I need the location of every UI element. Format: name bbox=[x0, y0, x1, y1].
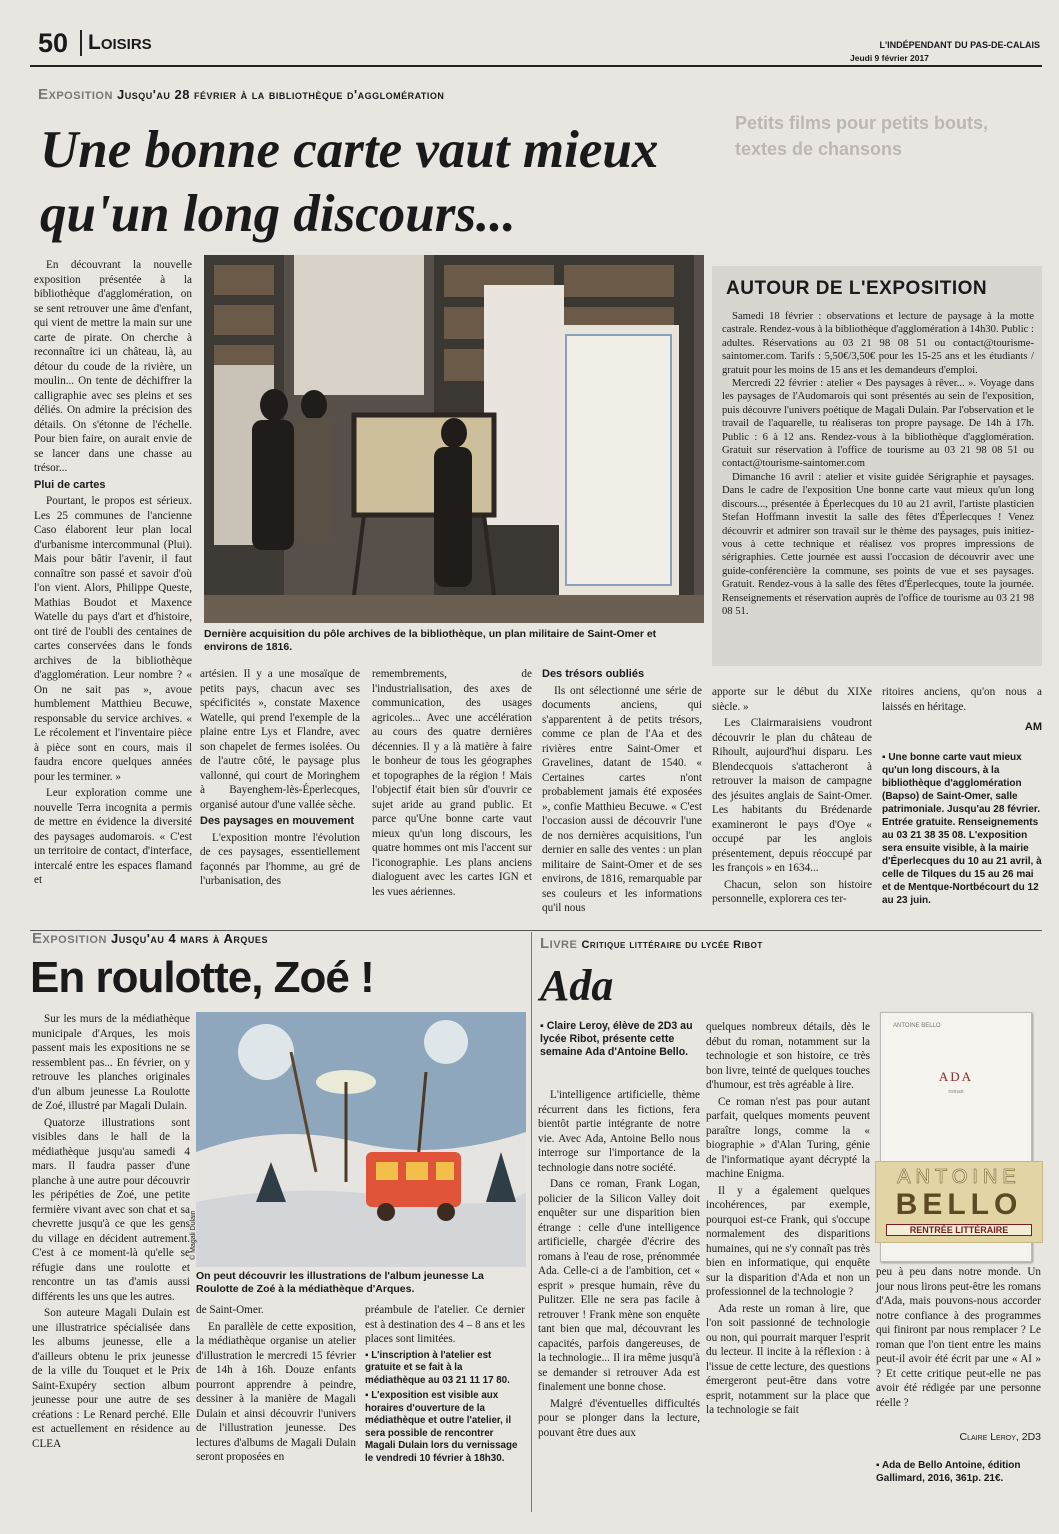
article3-signature: Claire Leroy, 2D3 bbox=[959, 1431, 1041, 1443]
info-square-icon: ▪ bbox=[882, 751, 889, 763]
info-square-icon: ▪ bbox=[540, 1020, 547, 1032]
article1-signature: AM bbox=[1024, 721, 1042, 733]
cover-title: ADA bbox=[938, 1069, 974, 1084]
book-reference: ▪ Ada de Bello Antoine, édition Gallimard, 2016, 361p. 21€. bbox=[876, 1459, 1021, 1484]
page-number: 50 bbox=[38, 28, 69, 58]
article1-kicker: Exposition Jusqu'au 28 février à la bibliothèque d'agglomération bbox=[38, 86, 445, 103]
article3-column-3: peu à peu dans notre monde. Un jour nous lirons peut-être les romans d'Ada, mais pouvons-nous accorder notre confiance à des programmes qui finiront par nous remplacer ? Le roman que l'on tient entre les mains peut-il avoir été écrit par une « AI » ? Et cette critique peut-elle ne pas avoir été rédigée par une personne réelle ? Claire Leroy, 2D3 ▪ Ada de Bello Antoine, édition Gallimard, 2016, 361p. 21€. bbox=[876, 1266, 1041, 1484]
article1-headline: Une bonne carte vaut mieux qu'un long discours... bbox=[40, 121, 659, 243]
sidebar-box bbox=[712, 266, 1042, 666]
article2-headline: En roulotte, Zoé ! bbox=[30, 953, 374, 1002]
cover-genre: roman bbox=[948, 1089, 964, 1095]
sidebar-item: Samedi 18 février : observations et lecture de paysage à la motte castrale. Rendez-vous à la bibliothèque d'agglomération à 14h30. Public : adultes. Réservations au 03 21 98 08 51 ou contact@tourisme-saintomer.com. Tarifs : 5,50€/3,50€ pour les 15-25 ans et les étudiants / gratuit pour les moins de 15 ans et les demandeurs d'emploi. bbox=[722, 311, 1034, 376]
cover-author-small: ANTOINE BELLO bbox=[893, 1023, 941, 1029]
photo2-caption: On peut découvrir les illustrations de l'album jeunesse La Roulotte de Zoé à la médiathèque d'Arques. bbox=[196, 1270, 484, 1295]
article1-column-2: artésien. Il y a une mosaïque de petits pays, chacun avec ses spécificités », constate Maxence Watelle, qui prend l'exemple de la plaine entre Lys et Flandre, avec son chapelet de fermes isolées. Ou de l'autre côté, le paysage plus vallonné, qui court de Moringhem à Bayenghem-lès-Éperlecques, organisé autour d'une vallée sèche. Des paysages en mouvement L'exposition montre l'évolution de ces paysages, essentiellement façonnés par l'homme, au gré de l'urbanisation, des bbox=[200, 668, 360, 887]
sidebar-item: Dimanche 16 avril : atelier et visite guidée Sérigraphie et paysages. Dans le cadre de l'exposition Une bonne carte vaut mieux qu'un long discours..., présentée à Éperlecques du 10 au 21 avril, l'artiste plasticien Stefan Hoffmann investit la salle des fêtes d'Éperlecques ! Venez découvrir et admirer son travail sur le thème des paysages, puis initiez-vous à cette technique et réalisez vos propres impressions de sérigraphies. Cette journée est aussi l'occasion de découvrir avec une guide-conférencière la commune, ses points de vue et ses paysages. Gratuit. Rendez-vous à la salle des fêtes d'Éperlecques, toute la journée. Renseignements et réservation auprès de l'office de tourisme au 03 21 98 08 51. bbox=[722, 471, 1034, 617]
illustration-drawing bbox=[196, 1012, 526, 1267]
article3-headline: Ada bbox=[540, 961, 614, 1010]
article3-kicker: Livre Critique littéraire du lycée Ribot bbox=[540, 935, 763, 952]
article2-kicker: Exposition Jusqu'au 4 mars à Arques bbox=[32, 930, 268, 947]
article1-column-6: ritoires anciens, qu'on nous a laissés en héritage. AM ▪ Une bonne carte vaut mieux qu'un long discours, à la bibliothèque d'agglomération (Bapso) de Saint-Omer, salle patrimoniale. Jusqu'au 28 février. Entrée gratuite. Renseignements au 03 21 38 35 08. L'exposition sera ensuite visible, à la mairie d'Éperlecques du 10 au 21 avril, à celle de Tilques du 15 au 26 mai et de Mentque-Nortbécourt du 12 au 23 juin. bbox=[882, 686, 1042, 906]
book-cover bbox=[880, 1012, 1032, 1262]
sidebar-title: AUTOUR DE L'EXPOSITION bbox=[726, 278, 988, 299]
column-divider bbox=[531, 932, 532, 1512]
article2-column-3: préambule de l'atelier. Ce dernier est à destination des 4 – 8 ans et les places sont limitées. ▪ L'inscription à l'atelier est gratuite et se fait à la médiathèque au 03 21 11 17 80. ▪ L'exposition est visible aux horaires d'ouverture de la médiathèque et outre l'atelier, il sera possible de rencontrer Magali Dulain lors du vernissage le vendredi 10 février à 18h30. bbox=[365, 1304, 525, 1464]
banner-last-name: BELLO bbox=[895, 1188, 1023, 1221]
section-title: Loisirs bbox=[88, 31, 152, 54]
banner-first-name: ANTOINE bbox=[897, 1166, 1021, 1188]
library-photo-drawing bbox=[204, 255, 704, 623]
banner-tag: RENTRÉE LITTÉRAIRE bbox=[886, 1224, 1032, 1236]
newspaper-name: L'INDÉPENDANT DU PAS-DE-CALAIS bbox=[879, 40, 1040, 50]
article3-lead: ▪ Claire Leroy, élève de 2D3 au lycée Ribot, présente cette semaine Ada d'Antoine Bello. bbox=[540, 1020, 693, 1058]
photo1-caption: Dernière acquisition du pôle archives de la bibliothèque, un plan militaire de Saint-Omer et environs de 1816. bbox=[204, 628, 657, 653]
page-header bbox=[0, 0, 1059, 68]
article1-column-1: En découvrant la nouvelle exposition présentée à la bibliothèque d'agglomération, on se sent retrouver une âme d'enfant, qui vient de mettre la main sur une carte de pirate. On cherche à reconnaître ici un château, là, au détour du coude de la rivière, un moulin... On tente de déchiffrer la calligraphie avec ses pleins et ses déliés. On admire la précision des détails. On s'étonne de l'échelle. Pour bien faire, on aurait envie de se lancer dans une chasse au trésor... Plui de cartes Pourtant, le propos est sérieux. Les 25 communes de l'ancienne Caso élaborent leur plan local d'urbanisme intercommunal (Plui). Mais pour bâtir l'avenir, il faut connaître son passé et savoir d'où l'on vient. Alors, Philippe Queste, Mathias Boudot et Maxence Watelle du pays d'art et d'histoire, ont tiré de l'oubli des centaines de cartes conservées dans le fonds archives de la bibliothèque d'agglomération. Leur nombre ? « On ne sait pas », avoue humblement Matthieu Becuwe, responsable du service archives. « Le récolement et l'inventaire pièce à pièce sont en cours, mais il faudra encore quelques années pour les terminer. » Leur exploration comme une nouvelle Terra incognita a permis de mettre en évidence la diversité des paysages audomarois. « C'est un territoire de contact, d'interface, intercalé entre les espaces flamand et bbox=[34, 259, 192, 886]
article2-column-1: Sur les murs de la médiathèque municipale d'Arques, les mois passent mais les expositions ne se ressemblent pas... En février, on y retrouve les planches originales d'un album jeunesse La Roulotte de Zoé, illustré par Magali Dulain. Quatorze illustrations sont visibles dans le hall de la médiathèque jusqu'au samedi 4 mars. Il faudra passer d'une planche à une autre pour découvrir les péripéties de Zoé, une petite fermière vivant avec son chat et sa chevrette jusqu'à ce que les gens du village en décident autrement. C'est à ce moment-là qu'elle se réfugie dans une roulotte et rencontre un tas d'amis aussi différents les uns que les autres. Son auteure Magali Dulain est une illustratrice spécialisée dans les albums jeunesse, elle a d'ailleurs obtenu le prix jeunesse de la ville du Touquet et le Prix Saint-Exupéry section album jeunesse pour une autre de ses créations : Le Renard perché. Elle est actuellement en résidence au CLEA bbox=[32, 1013, 190, 1450]
issue-date: Jeudi 9 février 2017 bbox=[850, 53, 929, 63]
cover-banner bbox=[875, 1161, 1043, 1243]
header-divider bbox=[80, 30, 82, 56]
article3-column-1: L'intelligence artificielle, thème récurrent dans les fictions, fera bientôt partie intégrante de notre vie. Avec Ada, Antoine Bello nous interroge sur l'importance de la technologie dans notre société. Dans ce roman, Frank Logan, policier de la Silicon Valley doit enquêter sur une disparition bien étrange : celle d'une intelligence artificielle, chargée d'écrire des romans à l'eau de rose, prénommée Ada. Celle-ci a de l'ambition, cet « esprit » presque humain, rêve du Pulitzer. Elle ne sera pas facile à retrouver ! Frank mène son enquête tant bien que mal, découvrant les capacités, parfois dangereuses, de la technologie... Il ira même jusqu'à se demander si retrouver Ada est finalement une bonne chose. Malgré d'éventuelles difficultés pour se plonger dans la lecture, pouvant être dues aux bbox=[538, 1089, 700, 1439]
article2-column-2: de Saint-Omer. En parallèle de cette exposition, la médiathèque organise un atelier d'illustration le mercredi 15 février de 14h à 16h. Douze enfants pourront apprendre à peindre, dessiner à la manière de Magali Dulain et ainsi découvrir l'univers de l'illustration jeunesse. Des lectures d'albums de Magali Dulain seront proposées en bbox=[196, 1304, 356, 1463]
sidebar-item: Mercredi 22 février : atelier « Des paysages à rêver... ». Voyage dans les paysages de l'Audomarois qui sont présentés au sein de l'exposition, puis découvre l'univers poétique de Magali Dulain. Par l'observation et le travail de l'aquarelle, tu réaliseras ton propre paysage. De 14h à 17h. Public : 6 à 12 ans. Rendez-vous à la bibliothèque d'agglomération. Gratuit sur réservation à l'office de tourisme au 03 21 98 08 51 ou contact@tourisme-saintomer.com bbox=[722, 378, 1034, 470]
header-rule bbox=[30, 65, 1042, 67]
article2-info: ▪ L'inscription à l'atelier est gratuite et se fait à la médiathèque au 03 21 11 17 80. ▪ L'exposition est visible aux horaires d'ouverture de la médiathèque et outre l'atelier, il sera possible de rencontrer Magali Dulain lors du vernissage le vendredi 10 février à 18h30. bbox=[365, 1349, 518, 1464]
article1-column-3: remembrements, de l'industrialisation, des axes de communication, des usages agricoles... Avec une accélération au cours des quatre dernières décennies. Il y a là matière à faire le bonheur de tous les géographes et topographes de la région ! Mais l'objectif était bien sûr d'ouvrir ce sujet aride au grand public. Et parce qu'Une bonne carte vaut mieux qu'un long discours, les quatre hommes ont mis l'accent sur l'iconographie. Les plans anciens dialoguent avec les cartes IGN et les vues aériennes. bbox=[372, 668, 532, 898]
article1-column-4: Des trésors oubliés Ils ont sélectionné une série de documents anciens, qui s'apparentent à de petits trésors, comme ce plan de l'Aa et des rivières entre Saint-Omer et Gravelines, datant de 1540. « Certaines cartes n'ont probablement jamais été exposées », confie Matthieu Becuwe. « C'est l'occasion aussi de découvrir l'une de nos dernières acquisitions, l'un dernier en salle des ventes : un plan militaire de Saint-Omer et de ses environs, de 1816, remarquable par ses couleurs et les informations qu'il nous bbox=[542, 668, 702, 914]
info-square-icon: ▪ bbox=[876, 1459, 882, 1471]
illustration-photo bbox=[196, 1012, 526, 1267]
photo-credit: © Magali Dulain bbox=[190, 1210, 197, 1260]
article1-info: ▪ Une bonne carte vaut mieux qu'un long discours, à la bibliothèque d'agglomération (Bapso) de Saint-Omer, salle patrimoniale. Jusqu'au 28 février. Entrée gratuite. Renseignements au 03 21 38 35 08. L'exposition sera ensuite visible, à la mairie d'Éperlecques du 10 au 21 avril, à celle de Tilques du 15 au 26 mai et de Mentque-Nortbécourt du 12 au 23 juin. bbox=[882, 751, 1042, 906]
article3-column-2: quelques nombreux détails, dès le début du roman, notamment sur la technologie et son histoire, ce très bon livre, teinté de quelques touches d'humour, est très agréable à lire. Ce roman n'est pas pour autant parfait, quelques moments peuvent paraître longs, comme la « biographie » d'Alan Turing, génie de l'informatique ayant décrypté la machine Enigma. Il y a également quelques incohérences, par exemple, pourquoi est-ce Frank, qui s'occupe normalement des disparitions humaines, qui ne s'y connaît pas très bien en informatique, qui enquête sur la disparition d'Ada et non un professionnel de la technologie ? Ada reste un roman à lire, que l'on soit passionné de technologie ou non, qui pourrait marquer l'esprit du lecteur. Il incite à la réflexion : à l'issue de cette lecture, des questions émergeront peut-être dans votre esprit, notamment sur la place que la technologie se fait bbox=[706, 1021, 870, 1416]
info-square-icon: ▪ bbox=[365, 1349, 372, 1361]
info-square-icon: ▪ bbox=[365, 1390, 372, 1401]
library-photo bbox=[204, 255, 704, 623]
sidebar-content bbox=[722, 310, 1034, 618]
article1-column-5: apporte sur le début du XIXe siècle. » Les Clairmaraisiens voudront découvrir le plan du château de Rihoult, aujourd'hui disparu. Les Blendecquois s'attacheront à retrouver la maison de campagne des jésuites anglais de Saint-Omer. Les habitants du Brédenarde examineront le pays d'Oye « occupé par les anglois présentement, depuis réoccupé par les françois » en 1634... Chacun, selon son histoire personnelle, explorera ces ter- bbox=[712, 686, 872, 905]
bleed-through-text: Petits films pour petits bouts, textes de chansons bbox=[735, 113, 989, 159]
